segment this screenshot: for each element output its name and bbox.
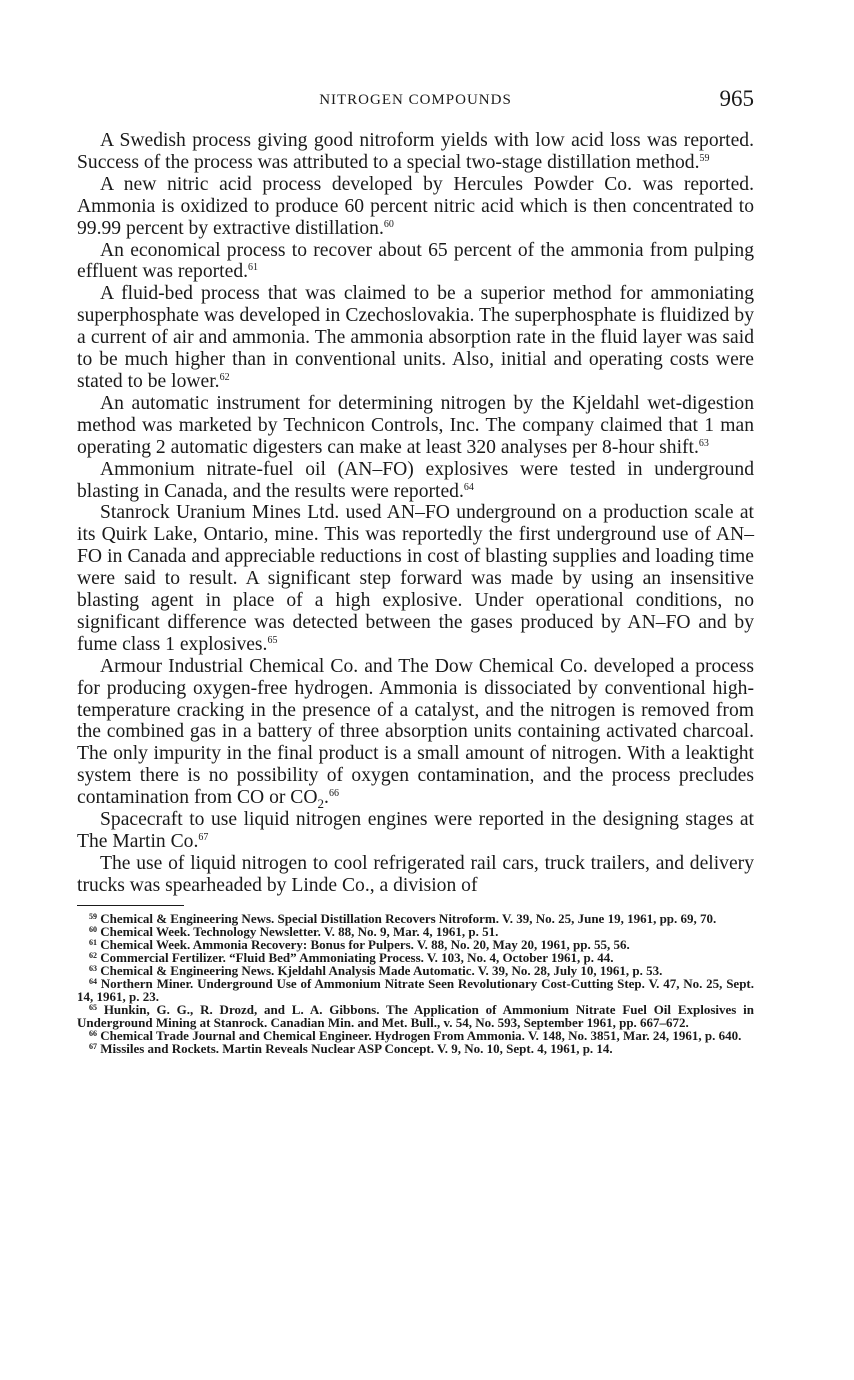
paragraph: Spacecraft to use liquid nitrogen engines were reported in the designing stages at The Martin Co.$^{67}$ <box>77 809 754 852</box>
footnotes <box>77 912 754 1055</box>
footnote: $^{59}$ Chemical & Engineering News. Special Distillation Recovers Nitroform. V. 39, No. 25, June 19, 1961, pp. 69, 70. <box>89 910 717 926</box>
paragraph: A fluid-bed process that was claimed to be a superior method for ammoniating superphosphate was developed in Czechoslovakia. The superphosphate is fluidized by a current of air and ammonia. The ammonia absorption rate in the fluid layer was said to be much higher than in conventional units. Also, initial and operating costs were stated to be lower.$^{62}$ <box>77 283 754 392</box>
page-header <box>77 86 754 116</box>
footnote: $^{67}$ Missiles and Rockets. Martin Reveals Nuclear ASP Concept. V. 9, No. 10, Sept. 4, 1961, p. 14. <box>89 1040 613 1056</box>
document-page <box>77 86 754 1055</box>
footnote: $^{61}$ Chemical Week. Ammonia Recovery: Bonus for Pulpers. V. 88, No. 20, May 20, 1961, pp. 55, 56. <box>89 936 630 952</box>
paragraph: Ammonium nitrate-fuel oil (AN–FO) explosives were tested in underground blasting in Canada, and the results were reported.$^{64}$ <box>77 458 754 502</box>
paragraph: A Swedish process giving good nitroform yields with low acid loss was reported. Success of the process was attributed to a special two-stage distillation method.$^{59}$ <box>77 130 754 173</box>
footnote: $^{63}$ Chemical & Engineering News. Kjeldahl Analysis Made Automatic. V. 39, No. 28, July 10, 1961, p. 53. <box>89 962 663 978</box>
subscript: 2 <box>317 796 325 812</box>
footnote-ref: 62 <box>219 371 230 383</box>
footnote-ref: 63 <box>698 437 709 449</box>
footnote-ref: 67 <box>198 832 209 843</box>
paragraph: The use of liquid nitrogen to cool refrigerated rail cars, truck trailers, and delivery trucks was spearheaded by Linde Co., a division of <box>77 852 754 896</box>
footnote: $^{60}$ Chemical Week. Technology Newsletter. V. 88, No. 9, Mar. 4, 1961, p. 51. <box>89 923 499 939</box>
footnote-ref: 65 <box>267 634 278 646</box>
footnote-ref: 66 <box>328 788 339 800</box>
footnote-ref: 60 <box>383 218 394 230</box>
footnote: $^{65}$ Hunkin, G. G., R. Drozd, and L. A. Gibbons. The Application of Ammonium Nitrate Fuel Oil Explosives in Underground Mining at Stanrock. Canadian Min. and Met. Bull., v. 54, No. 593, September 1961, pp. 667–672. <box>77 1001 755 1030</box>
footnote-ref: 59 <box>699 152 710 164</box>
page-number: 965 <box>719 86 754 111</box>
footnote-ref: 64 <box>463 481 474 493</box>
footnote: $^{62}$ Commercial Fertilizer. “Fluid Bed” Ammoniating Process. V. 103, No. 4, October 1961, p. 44. <box>89 949 614 965</box>
paragraph: A new nitric acid process developed by Hercules Powder Co. was reported. Ammonia is oxidized to produce 60 percent nitric acid which is then concentrated to 99.99 percent by extractive distillation.$^{60}$ <box>77 173 754 239</box>
footnote: $^{66}$ Chemical Trade Journal and Chemical Engineer. Hydrogen From Ammonia. V. 148, No. 3851, Mar. 24, 1961, p. 640. <box>89 1027 742 1043</box>
paragraph: Stanrock Uranium Mines Ltd. used AN–FO underground on a production scale at its Quirk Lake, Ontario, mine. This was reportedly the first underground use of AN–FO in Canada and appreciable reductions in cost of blasting supplies and loading time were said to result. A significant step forward was made by using an insensitive blasting agent in place of a high explosive. Under operational conditions, no significant difference was detected between the gases produced by AN–FO and by fume class 1 explosives.$^{65}$ <box>77 502 754 655</box>
footnote: $^{64}$ Northern Miner. Underground Use of Ammonium Nitrate Seen Revolutionary Cost-Cutting Step. V. 47, No. 25, Sept. 14, 1961, p. 23. <box>77 975 755 1004</box>
footnote-divider <box>77 905 184 906</box>
paragraph: An economical process to recover about 65 percent of the ammonia from pulping effluent was reported.$^{61}$ <box>77 239 754 283</box>
running-head: NITROGEN COMPOUNDS <box>319 92 512 108</box>
footnote-ref: 61 <box>248 262 259 274</box>
paragraph: An automatic instrument for determining nitrogen by the Kjeldahl wet-digestion method was marketed by Technicon Controls, Inc. The company claimed that 1 man operating 2 automatic digesters can make at least 320 analyses per 8-hour shift.$^{63}$ <box>77 392 754 458</box>
body-text <box>77 130 754 897</box>
paragraph: Armour Industrial Chemical Co. and The Dow Chemical Co. developed a process for producing oxygen-free hydrogen. Ammonia is dissociated by conventional high-temperature cracking in the presence of a catalyst, and the nitrogen is removed from the combined gas in a battery of three absorption units containing activated charcoal. The only impurity in the final product is a small amount of nitrogen. With a leaktight system there is no possibility of oxygen contamination, and the process precludes contamination from CO or $CO_2.^{66}$ <box>77 655 754 812</box>
